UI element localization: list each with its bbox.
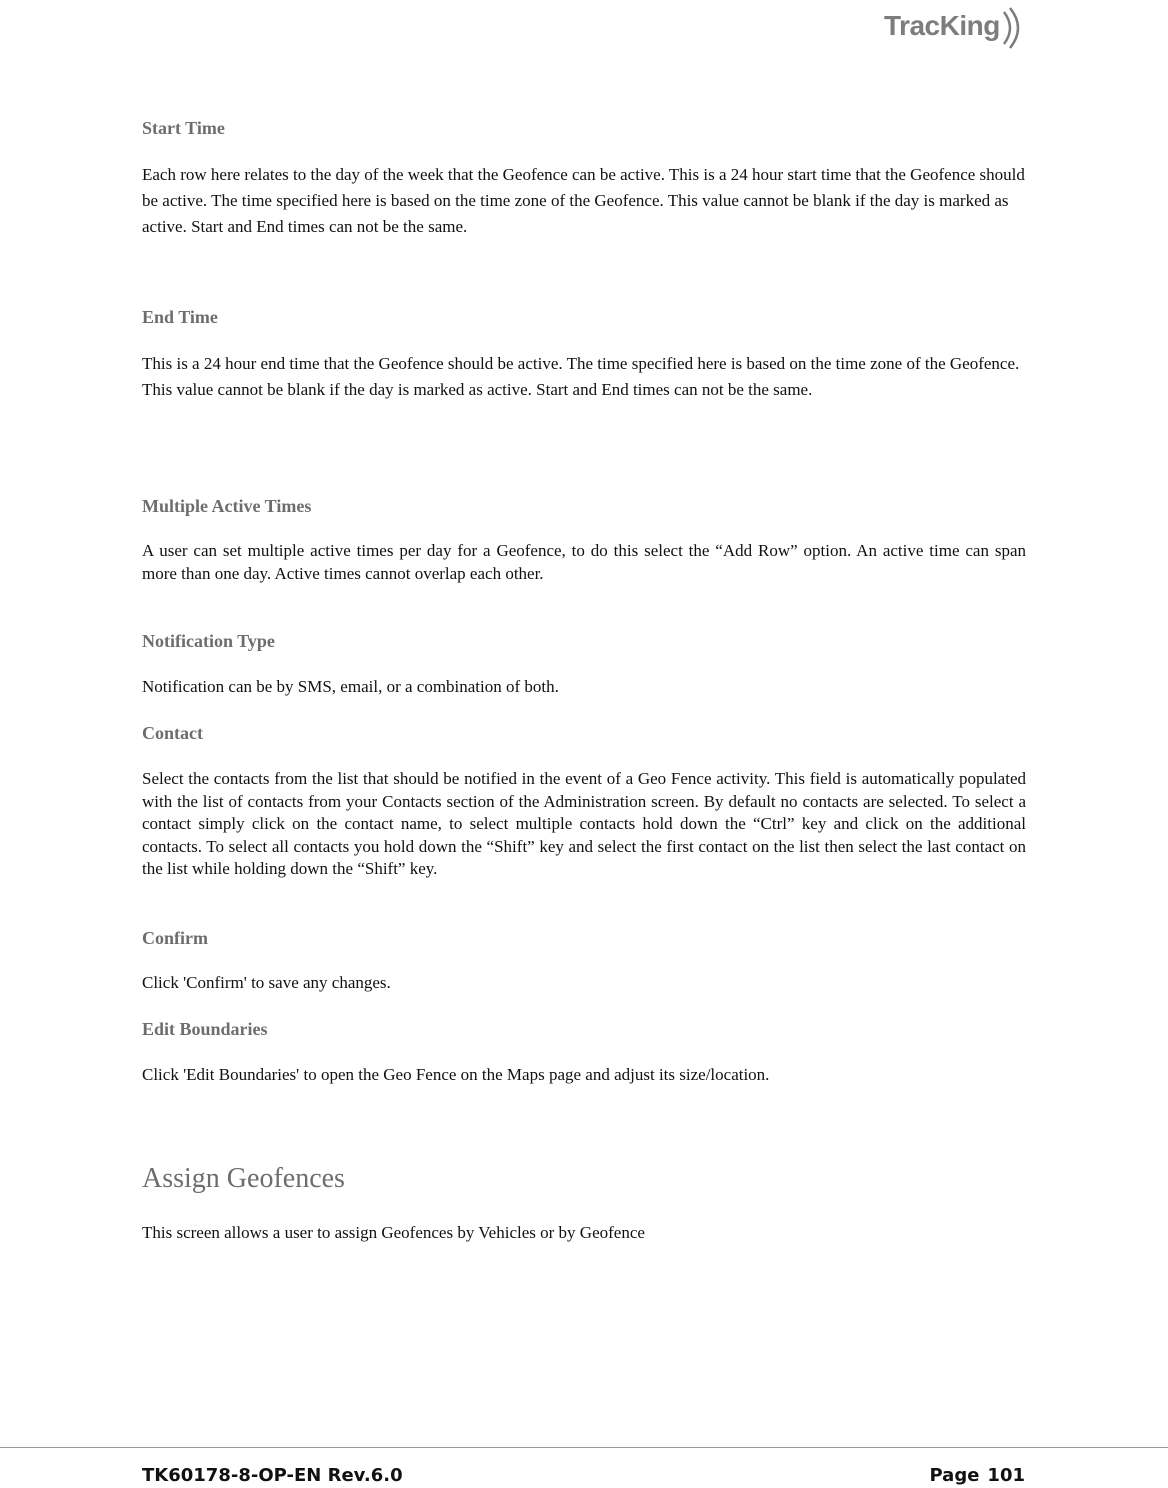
- tracking-logo: [880, 4, 1030, 52]
- paragraph-confirm: Click 'Confirm' to save any changes.: [142, 973, 391, 992]
- paragraph-start-time: Each row here relates to the day of the week that the Geofence can be active. This is a 24 hour start time that the Geofence should be active. The time specified here is based on the time zone of the Geofence. This value cannot be blank if the day is marked as active. Start and End times can not be the same.: [142, 165, 1025, 236]
- signal-arcs-icon: [1000, 6, 1026, 50]
- heading-notification-type: Notification Type: [142, 631, 275, 651]
- paragraph-assign-geofences: This screen allows a user to assign Geofences by Vehicles or by Geofence: [142, 1223, 645, 1242]
- heading-confirm: Confirm: [142, 928, 208, 948]
- paragraph-edit-boundaries: Click 'Edit Boundaries' to open the Geo Fence on the Maps page and adjust its size/location.: [142, 1065, 770, 1084]
- footer-page-indicator: [929, 1465, 1025, 1486]
- heading-contact: Contact: [142, 723, 203, 743]
- heading-end-time: End Time: [142, 307, 218, 327]
- section-title-assign-geofences: Assign Geofences: [142, 1163, 345, 1194]
- footer-page-number: 101: [987, 1465, 1025, 1486]
- heading-edit-boundaries: Edit Boundaries: [142, 1019, 268, 1039]
- footer-page-label: Page: [929, 1465, 980, 1486]
- paragraph-notification-type: Notification can be by SMS, email, or a combination of both.: [142, 677, 559, 696]
- paragraph-end-time: This is a 24 hour end time that the Geofence should be active. The time specified here is based on the time zone of the Geofence. This value cannot be blank if the day is marked as active. Start and End times can not be the same.: [142, 354, 1020, 399]
- heading-start-time: Start Time: [142, 118, 225, 138]
- footer-divider: [0, 1447, 1168, 1448]
- heading-multiple-active-times: Multiple Active Times: [142, 496, 312, 516]
- paragraph-multiple-active-times: A user can set multiple active times per day for a Geofence, to do this select the “Add Row” option. An active time can span more than one day. Active times cannot overlap each other.: [142, 541, 1026, 583]
- footer-document-id: TK60178-8-OP-EN Rev.6.0: [142, 1465, 403, 1486]
- paragraph-contact: Select the contacts from the list that should be notified in the event of a Geo Fence activity. This field is automatically populated with the list of contacts from your Contacts section of the Administration screen. By default no contacts are selected. To select a contact simply click on the contact name, to select multiple contacts hold down the “Ctrl” key and click on the additional contacts. To select all contacts you hold down the “Shift” key and select the first contact on the list then select the last contact on the list while holding down the “Shift” key.: [142, 769, 1026, 878]
- logo-wordmark: TracKing: [884, 10, 1000, 41]
